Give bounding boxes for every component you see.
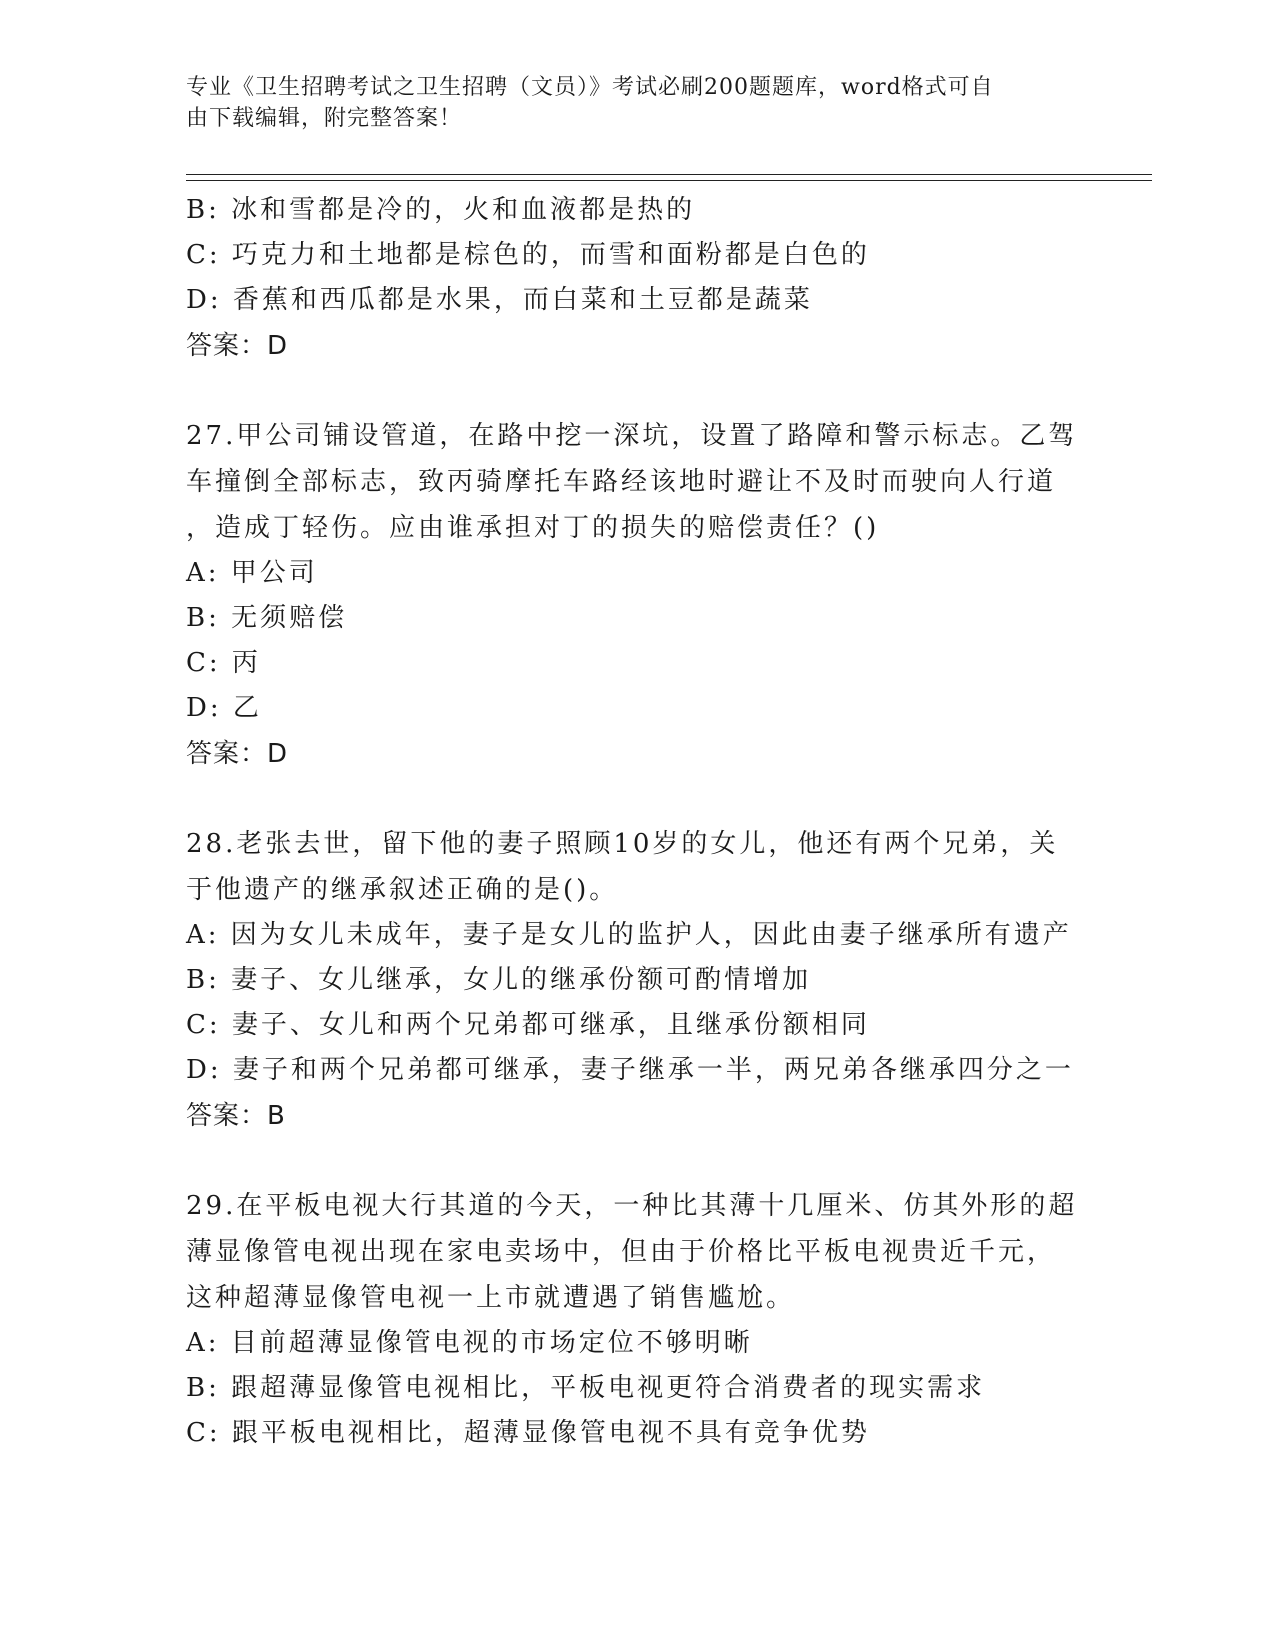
answer: 答案：B <box>186 1101 286 1131</box>
option-c: C: 跟平板电视相比，超薄显像管电视不具有竞争优势 <box>186 1418 870 1448</box>
question-stem-line: 28.老张去世，留下他的妻子照顾10岁的女儿，他还有两个兄弟，关 <box>186 829 1059 859</box>
question-stem-line: 车撞倒全部标志，致丙骑摩托车路经该地时避让不及时而驶向人行道 <box>186 467 1057 497</box>
header-rule-top <box>186 174 1152 175</box>
option-a: A: 目前超薄显像管电视的市场定位不够明晰 <box>186 1328 753 1358</box>
answer: 答案：D <box>186 739 289 769</box>
option-c: C: 丙 <box>186 648 261 678</box>
answer: 答案：D <box>186 331 289 361</box>
question-list <box>186 188 1086 1456</box>
header-rule-bottom <box>186 180 1152 181</box>
option-b: B: 跟超薄显像管电视相比，平板电视更符合消费者的现实需求 <box>186 1373 986 1403</box>
question-27 <box>186 413 1086 777</box>
question-stem-line: 于他遗产的继承叙述正确的是()。 <box>186 875 619 905</box>
option-d: D: 妻子和两个兄弟都可继承，妻子继承一半，两兄弟各继承四分之一 <box>186 1055 1074 1085</box>
question-26-tail <box>186 188 1086 369</box>
question-stem-line: 29.在平板电视大行其道的今天，一种比其薄十几厘米、仿其外形的超 <box>186 1191 1078 1221</box>
option-b: B: 无须赔偿 <box>186 603 348 633</box>
option-a: A: 因为女儿未成年，妻子是女儿的监护人，因此由妻子继承所有遗产 <box>186 920 1072 950</box>
option-d: D: 乙 <box>186 693 262 723</box>
question-stem-line: 薄显像管电视出现在家电卖场中，但由于价格比平板电视贵近千元， <box>186 1237 1057 1267</box>
option-c: C: 巧克力和土地都是棕色的，而雪和面粉都是白色的 <box>186 240 870 270</box>
question-29 <box>186 1183 1086 1456</box>
question-stem-line: ，造成丁轻伤。应由谁承担对丁的损失的赔偿责任？() <box>186 513 880 543</box>
header-line-2: 由下载编辑，附完整答案！ <box>186 106 463 131</box>
option-d: D: 香蕉和西瓜都是水果，而白菜和土豆都是蔬菜 <box>186 285 813 315</box>
question-28 <box>186 821 1086 1139</box>
option-b: B: 冰和雪都是冷的，火和血液都是热的 <box>186 195 696 225</box>
option-a: A: 甲公司 <box>186 558 318 588</box>
question-stem-line: 这种超薄显像管电视一上市就遭遇了销售尴尬。 <box>186 1283 796 1313</box>
question-stem-line: 27.甲公司铺设管道，在路中挖一深坑，设置了路障和警示标志。乙驾 <box>186 421 1078 451</box>
header-line-1: 专业《卫生招聘考试之卫生招聘（文员）》考试必刷200题题库，word格式可自 <box>186 75 994 100</box>
option-c: C: 妻子、女儿和两个兄弟都可继承，且继承份额相同 <box>186 1010 870 1040</box>
option-b: B: 妻子、女儿继承，女儿的继承份额可酌情增加 <box>186 965 812 995</box>
document-header <box>186 72 1086 134</box>
